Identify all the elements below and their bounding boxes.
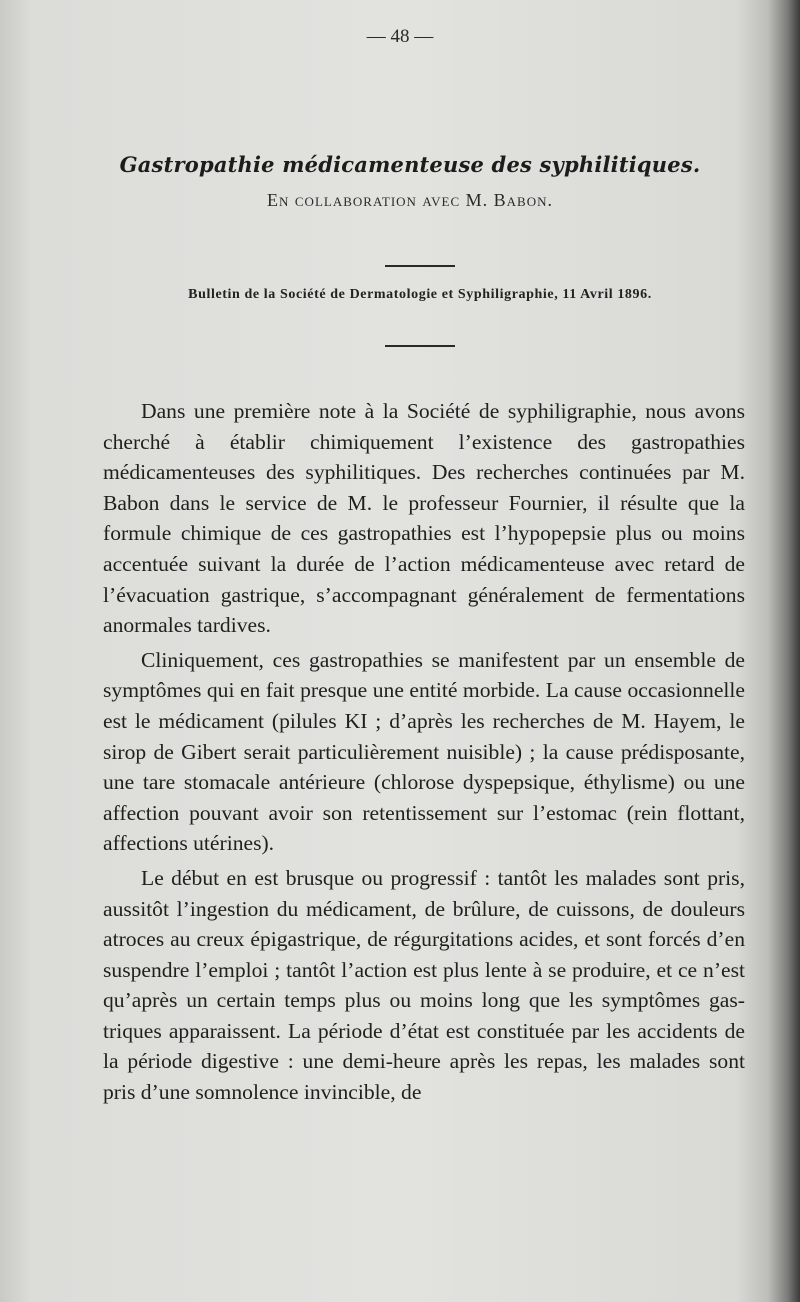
article-title: Gastropathie médicamenteuse des syphilitiques. [119, 152, 701, 177]
article-subtitle: En collaboration avec M. Babon. [267, 190, 553, 210]
citation: Bulletin de la Société de Dermatologie et Syphiligraphie, 11 Avril 1896. [188, 287, 652, 302]
paragraph: Cliniquement, ces gastropathies se manifestent par un ensemble de symptômes qui en fait presque une entité morbide. La cause occasionnelle est le médicament (pilules KI ; d’après les recherches de M. Hayem, le sirop de Gibert serait particulièrement nuisible) ; la cause prédisposante, une tare stomacale antérieure (chlorose dyspepsique, éthylisme) ou une affection pouvant avoir son retentissement sur l’estomac (rein flottant, affections utérines). [103, 647, 745, 856]
body-text [103, 396, 745, 1108]
paragraph: Le début en est brusque ou progressif : tantôt les malades sont pris, aussitôt l’ingestion du médicament, de brûlure, de cuissons, de douleurs atroces au creux épigastrique, de régurgitations acides, et sont forcés d’en suspendre l’emploi ; tantôt l’action est plus lente à se produire, et ce n’est qu’après un certain temps plus ou moins long que les symptômes gastriques apparaissent. La période d’état est constituée par les accidents de la période digestive : une demi-heure après les repas, les malades sont pris d’une somnolence invincible, de [103, 865, 745, 1105]
divider-rule [385, 265, 455, 267]
paragraph: Dans une première note à la Société de syphiligraphie, nous avons cherché à établir chimiquement l’existence des gastropathies médicamenteuses des syphilitiques. Des recherches continuées par M. Babon dans le service de M. le professeur Fournier, il résulte que la formule chimique de ces gastropathies est l’hypopepsie plus ou moins accentuée suivant la durée de l’action médicamenteuse avec retard de l’évacuation gastrique, s’accompagnant généralement de fermentations anormales tardives. [103, 399, 745, 638]
page-number: — 48 — [366, 26, 434, 47]
divider-rule [385, 345, 455, 347]
